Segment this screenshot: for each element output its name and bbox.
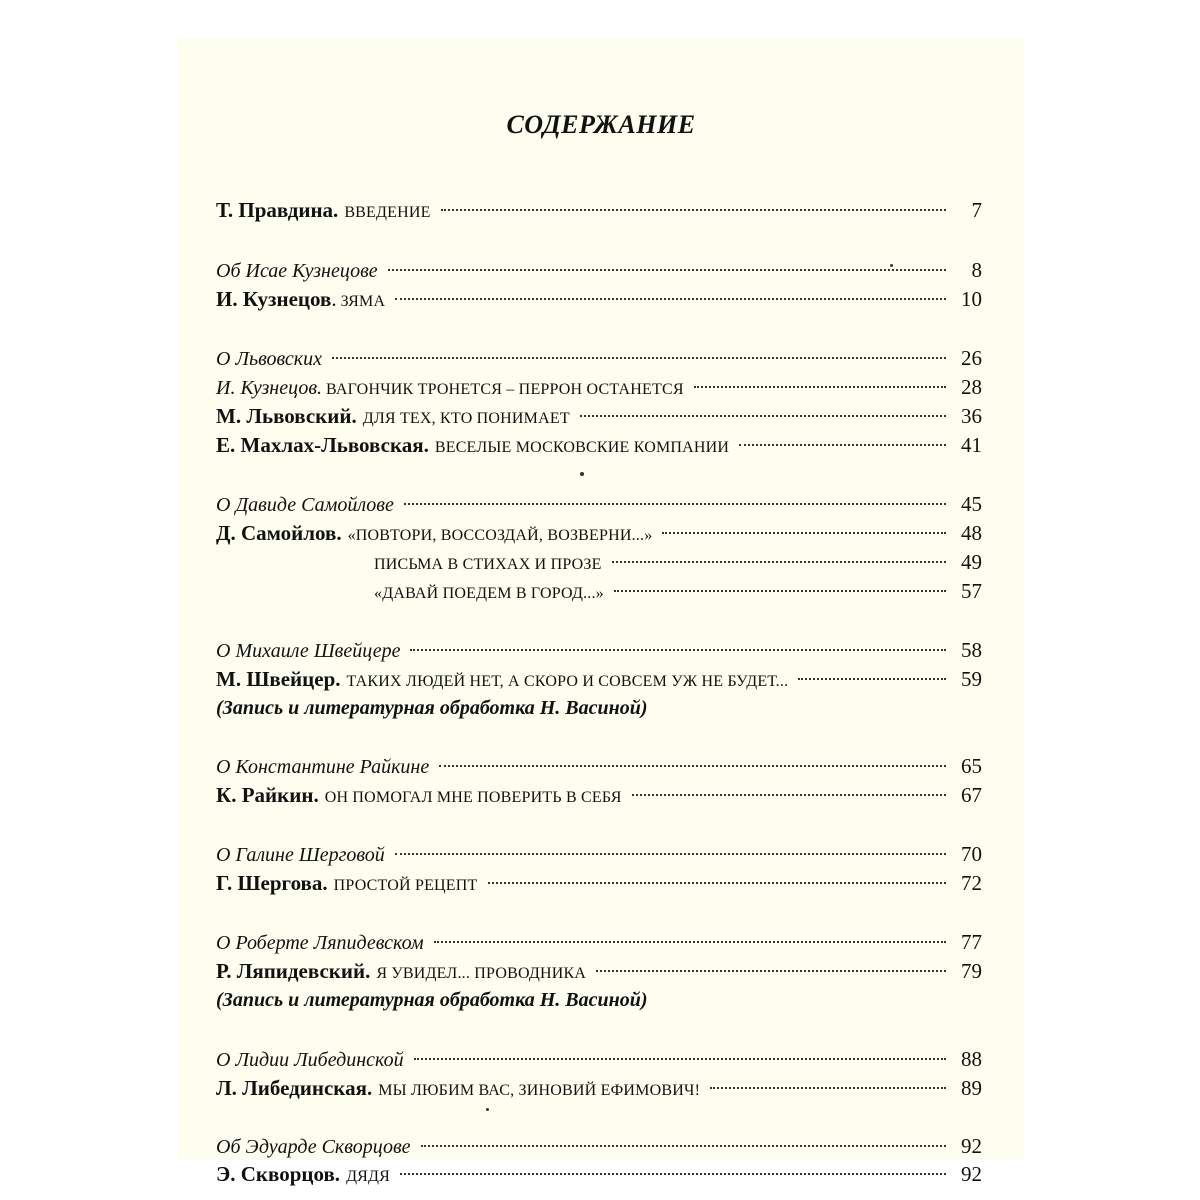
- transcription-note: (Запись и литературная обработка Н. Васиной): [216, 697, 648, 719]
- dot-leader: [710, 1087, 946, 1089]
- toc-entry: [216, 402, 982, 433]
- entry-author: Р. Ляпидевский.: [216, 959, 371, 983]
- entry-work: ВВЕДЕНИЕ: [344, 204, 431, 221]
- entry-page: 77: [961, 930, 982, 954]
- entry-author: И. Кузнецов: [216, 287, 332, 311]
- dot-leader: [739, 444, 946, 446]
- dot-leader: [439, 765, 946, 767]
- dot-leader: [400, 1173, 946, 1175]
- entry-work: «ПОВТОРИ, ВОССОЗДАЙ, ВОЗВЕРНИ...»: [347, 527, 653, 544]
- toc-entry: [216, 840, 982, 869]
- entry-work: ДЯДЯ: [346, 1168, 391, 1185]
- book-page: [178, 38, 1024, 1186]
- entry-work: ПИСЬМА В СТИХАХ И ПРОЗЕ: [374, 556, 602, 573]
- toc-entry: [216, 928, 982, 957]
- entry-page: 65: [961, 754, 982, 778]
- section-heading: О Галине Шерговой: [216, 844, 385, 866]
- entry-page: 57: [961, 579, 982, 603]
- transcription-note: (Запись и литературная обработка Н. Васиной): [216, 989, 648, 1011]
- dot-leader: [388, 269, 946, 271]
- entry-work: ОН ПОМОГАЛ МНЕ ПОВЕРИТЬ В СЕБЯ: [324, 789, 622, 806]
- entry-work: ТАКИХ ЛЮДЕЙ НЕТ, А СКОРО И СОВСЕМ УЖ НЕ БУДЕТ...: [346, 673, 789, 690]
- section-heading: О Михаиле Швейцере: [216, 640, 401, 662]
- dot-leader: [488, 882, 946, 884]
- entry-page: 49: [961, 550, 982, 574]
- entry-page: 26: [961, 346, 982, 370]
- scan-speck: [486, 1108, 489, 1111]
- dot-leader: [596, 970, 946, 972]
- toc-entry: [216, 1074, 982, 1105]
- entry-author: М. Львовский.: [216, 404, 357, 428]
- entry-page: 92: [961, 1134, 982, 1158]
- toc-entry: [216, 1132, 982, 1161]
- dot-leader: [410, 649, 946, 651]
- section-heading: О Константине Райкине: [216, 756, 430, 778]
- dot-leader: [614, 590, 946, 592]
- entry-author: Т. Правдина.: [216, 198, 339, 222]
- entry-author: И. Кузнецов.: [216, 377, 323, 399]
- entry-page: 58: [961, 638, 982, 662]
- entry-author: Д. Самойлов.: [216, 521, 342, 545]
- entry-author: Г. Шергова.: [216, 871, 328, 895]
- section-heading: О Львовских: [216, 348, 323, 370]
- section-heading: Об Эдуарде Скворцове: [216, 1136, 411, 1158]
- toc-entry: [216, 869, 982, 900]
- entry-work: ВАГОНЧИК ТРОНЕТСЯ – ПЕРРОН ОСТАНЕТСЯ: [326, 381, 684, 398]
- dot-leader: [404, 503, 946, 505]
- toc-entry: [216, 196, 982, 227]
- toc-entry: [216, 256, 982, 285]
- scan-speck: [890, 264, 893, 267]
- entry-work: ЗЯМА: [340, 293, 386, 310]
- toc-entry: [216, 781, 982, 812]
- entry-page: 10: [961, 287, 982, 311]
- toc-entry: [216, 1045, 982, 1074]
- entry-page: 72: [961, 871, 982, 895]
- entry-page: 28: [961, 375, 982, 399]
- section-heading: О Лидии Либединской: [216, 1049, 404, 1071]
- section-heading: О Давиде Самойлове: [216, 494, 394, 516]
- toc-entry: [374, 577, 982, 608]
- dot-leader: [395, 298, 946, 300]
- toc-entry: [216, 344, 982, 373]
- entry-page: 88: [961, 1047, 982, 1071]
- entry-author: К. Райкин.: [216, 783, 319, 807]
- entry-page: 7: [971, 198, 982, 222]
- entry-page: 8: [971, 258, 982, 282]
- toc-entry: [216, 665, 982, 696]
- toc-entry: [374, 548, 982, 579]
- scan-speck: [580, 472, 584, 476]
- toc-entry: [216, 519, 982, 550]
- entry-author: М. Швейцер.: [216, 667, 341, 691]
- toc-entry: [216, 1160, 982, 1191]
- toc-entry: [216, 373, 982, 404]
- entry-page: 92: [961, 1162, 982, 1186]
- dot-leader: [441, 209, 946, 211]
- section-heading: О Роберте Ляпидевском: [216, 932, 424, 954]
- entry-page: 41: [961, 433, 982, 457]
- entry-page: 67: [961, 783, 982, 807]
- dot-leader: [798, 678, 946, 680]
- entry-page: 79: [961, 959, 982, 983]
- entry-author: Е. Махлах-Львовская.: [216, 433, 429, 457]
- dot-leader: [632, 794, 946, 796]
- entry-work: «ДАВАЙ ПОЕДЕМ В ГОРОД...»: [374, 585, 604, 602]
- toc-entry: [216, 431, 982, 462]
- toc-entry: [216, 490, 982, 519]
- entry-page: 59: [961, 667, 982, 691]
- entry-work: ДЛЯ ТЕХ, КТО ПОНИМАЕТ: [362, 410, 570, 427]
- dot-leader: [694, 386, 946, 388]
- dot-leader: [332, 357, 946, 359]
- toc-entry: [216, 752, 982, 781]
- entry-page: 70: [961, 842, 982, 866]
- section-heading: Об Исае Кузнецове: [216, 260, 378, 282]
- entry-separator: .: [331, 287, 337, 311]
- entry-work: ПРОСТОЙ РЕЦЕПТ: [333, 877, 478, 894]
- dot-leader: [662, 532, 946, 534]
- dot-leader: [414, 1058, 946, 1060]
- entry-author: Л. Либединская.: [216, 1076, 373, 1100]
- entry-page: 89: [961, 1076, 982, 1100]
- entry-work: Я УВИДЕЛ... ПРОВОДНИКА: [376, 965, 587, 982]
- entry-page: 45: [961, 492, 982, 516]
- dot-leader: [612, 561, 946, 563]
- toc-entry: [216, 285, 982, 316]
- toc-entry: [216, 636, 982, 665]
- page-title: СОДЕРЖАНИЕ: [506, 110, 696, 139]
- dot-leader: [580, 415, 946, 417]
- dot-leader: [421, 1145, 946, 1147]
- entry-work: ВЕСЕЛЫЕ МОСКОВСКИЕ КОМПАНИИ: [434, 439, 730, 456]
- entry-page: 36: [961, 404, 982, 428]
- entry-author: Э. Скворцов.: [216, 1162, 341, 1186]
- dot-leader: [395, 853, 946, 855]
- entry-work: МЫ ЛЮБИМ ВАС, ЗИНОВИЙ ЕФИМОВИЧ!: [378, 1082, 701, 1099]
- dot-leader: [434, 941, 946, 943]
- entry-page: 48: [961, 521, 982, 545]
- toc-entry: [216, 957, 982, 988]
